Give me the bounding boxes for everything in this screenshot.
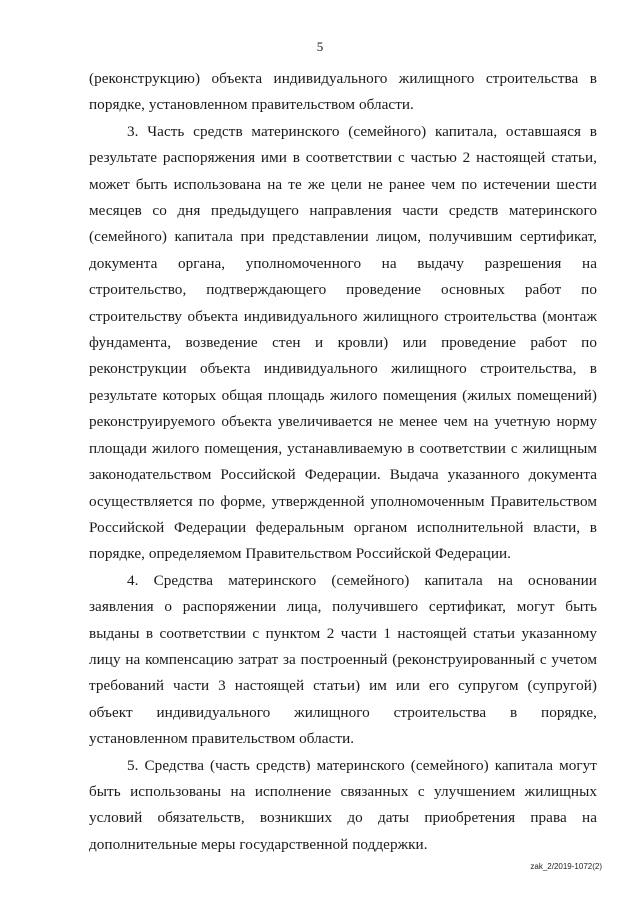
page-number: 5 [316,39,324,54]
paragraph-item-4: 4. Средства материнского (семейного) капитала на основании заявления о распоряжении лица, получившего сертификат, могут быть выданы в соответствии с пунктом 2 части 1 настоящей статьи указанному лицу на компенсацию затрат за построенный (реконструированный с учетом требований части 3 настоящей статьи) им или его супругом (супругой) объект индивидуального жилищного строительства в порядке, установленном правительством области. [89,571,597,748]
paragraph-continuation: (реконструкцию) объекта индивидуального жилищного строительства в порядке, установленном правительством области. [89,70,597,114]
paragraph-item-5: 5. Средства (часть средств) материнского (семейного) капитала могут быть использованы на исполнение связанных с улучшением жилищных условий обязательств, возникших до даты приобретения права на дополнительные меры государственной поддержки. [89,756,597,853]
document-body [89,66,597,858]
document-code: zak_2/2019-1072(2) [530,862,602,871]
paragraph-item-3: 3. Часть средств материнского (семейного) капитала, оставшаяся в результате распоряжения ими в соответствии с частью 2 настоящей статьи, может быть использована на те же цели не ранее чем по истечении шести месяцев со дня предыдущего направления части средств материнского (семейного) капитала при представлении лицом, получившим сертификат, документа органа, уполномоченного на выдачу разрешения на строительство, подтверждающего проведение основных работ по строительству объекта индивидуального жилищного строительства (монтаж фундамента, возведение стен и кровли) или проведение работ по реконструкции объекта индивидуального жилищного строительства, в результате которых общая площадь жилого помещения (жилых помещений) реконструируемого объекта увеличивается не менее чем на учетную норму площади жилого помещения, устанавливаемую в соответствии с жилищным законодательством Российской Федерации. Выдача указанного документа осуществляется по форме, утвержденной уполномоченным Правительством Российской Федерации федеральным органом исполнительной власти, в порядке, определяемом Правительством Российской Федерации. [89,122,597,563]
